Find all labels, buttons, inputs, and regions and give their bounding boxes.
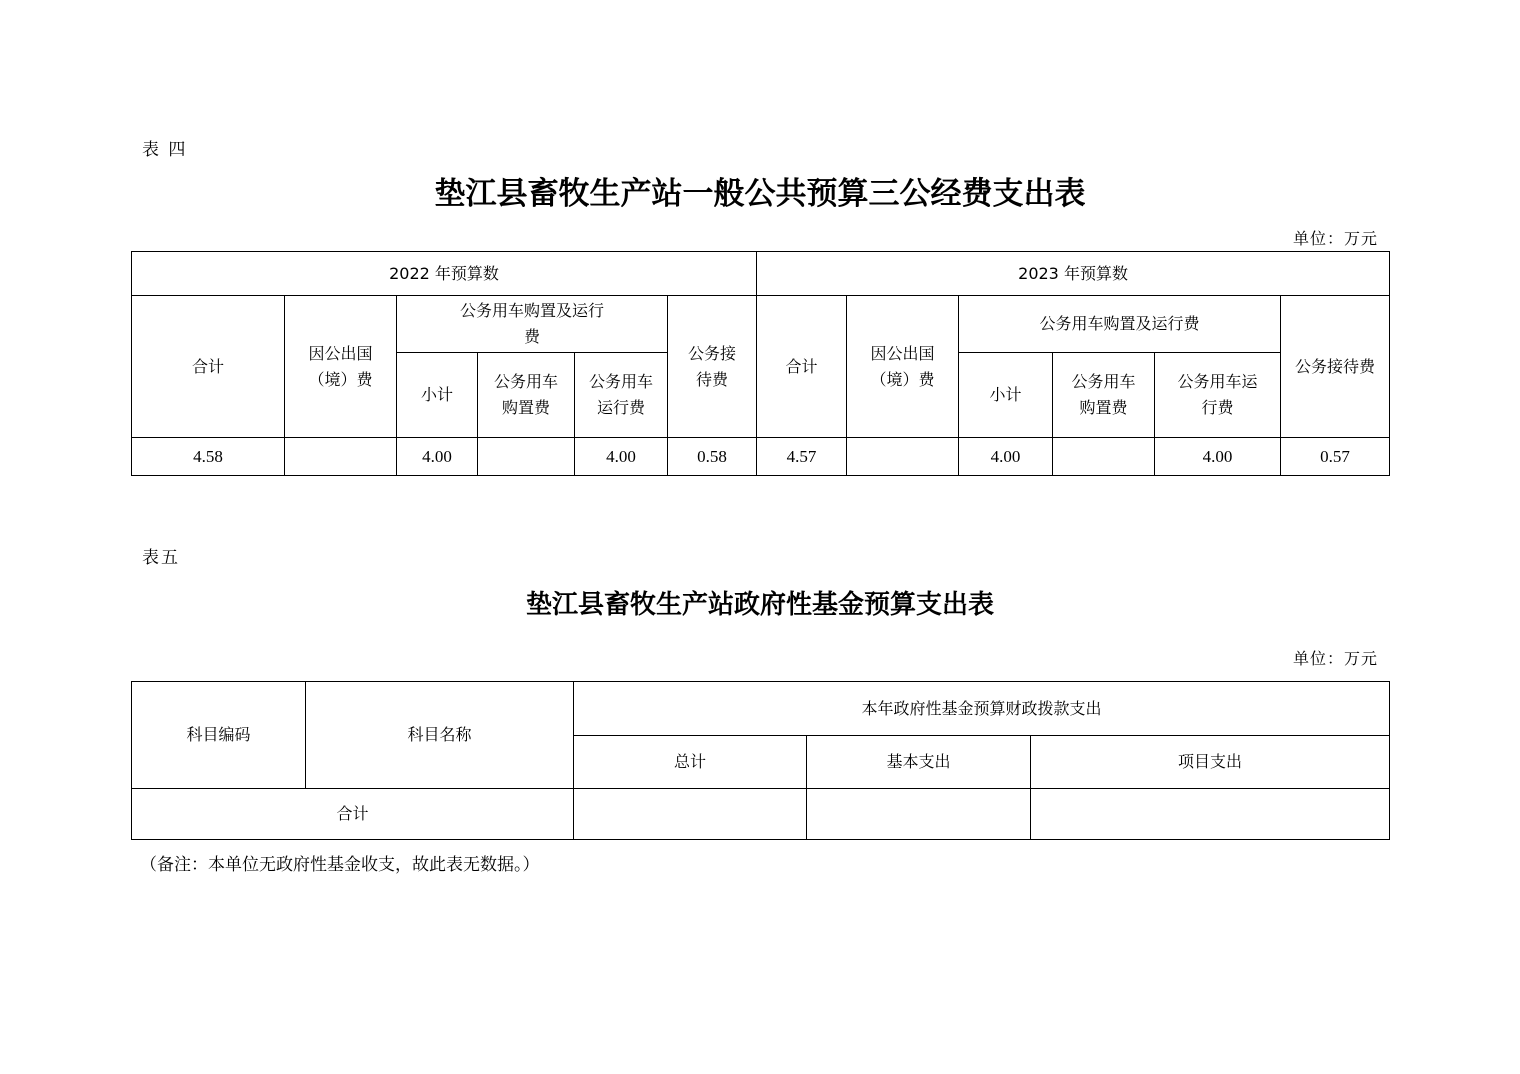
cell-basic: [807, 789, 1031, 840]
table4-unit: 单位：万元: [1292, 229, 1378, 248]
cell-total-2022: 4.58: [132, 438, 285, 476]
header-vehicle-2022: 公务用车购置及运行费: [397, 296, 668, 353]
header-abroad-2023: 因公出国（境）费: [847, 296, 959, 438]
cell-total-2023: 4.57: [757, 438, 847, 476]
cell-total-label: 合计: [132, 789, 574, 840]
header-basic: 基本支出: [807, 736, 1031, 789]
header-total-2023: 合计: [757, 296, 847, 438]
header-reception-2022: 公务接待费: [668, 296, 757, 438]
table-row: [132, 789, 1390, 840]
header-subject-code: 科目编码: [132, 682, 306, 789]
header-subtotal-2023: 小计: [959, 353, 1053, 438]
cell-running-2023: 4.00: [1155, 438, 1281, 476]
cell-project: [1031, 789, 1390, 840]
table5-unit: 单位：万元: [1292, 649, 1378, 668]
cell-reception-2023: 0.57: [1281, 438, 1390, 476]
header-running-2023: 公务用车运行费: [1155, 353, 1281, 438]
header-purchase-2023: 公务用车购置费: [1053, 353, 1155, 438]
header-project: 项目支出: [1031, 736, 1390, 789]
cell-purchase-2023: [1053, 438, 1155, 476]
cell-running-2022: 4.00: [575, 438, 668, 476]
header-year-2022: 2022 年预算数: [132, 252, 757, 296]
table5-title: 垫江县畜牧生产站政府性基金预算支出表: [525, 590, 994, 620]
table5-note: （备注：本单位无政府性基金收支，故此表无数据。）: [140, 855, 540, 875]
cell-abroad-2023: [847, 438, 959, 476]
header-abroad-2022: 因公出国（境）费: [285, 296, 397, 438]
header-year-2023: 2023 年预算数: [757, 252, 1390, 296]
cell-purchase-2022: [478, 438, 575, 476]
cell-reception-2022: 0.58: [668, 438, 757, 476]
table4-label: 表 四: [142, 140, 188, 160]
cell-subtotal-2023: 4.00: [959, 438, 1053, 476]
header-purchase-2022: 公务用车购置费: [478, 353, 575, 438]
header-subject-name: 科目名称: [306, 682, 574, 789]
header-reception-2023: 公务接待费: [1281, 296, 1390, 438]
header-sum: 总计: [574, 736, 807, 789]
table4-title: 垫江县畜牧生产站一般公共预算三公经费支出表: [434, 176, 1086, 212]
table4-grid: [131, 251, 1390, 476]
header-fund-expenditure: 本年政府性基金预算财政拨款支出: [574, 682, 1390, 736]
header-vehicle-2023: 公务用车购置及运行费: [959, 296, 1281, 353]
header-subtotal-2022: 小计: [397, 353, 478, 438]
cell-sum: [574, 789, 807, 840]
cell-subtotal-2022: 4.00: [397, 438, 478, 476]
header-running-2022: 公务用车运行费: [575, 353, 668, 438]
table5-label: 表五: [142, 548, 180, 568]
table-row: [132, 438, 1390, 476]
cell-abroad-2022: [285, 438, 397, 476]
header-total-2022: 合计: [132, 296, 285, 438]
table5-grid: [131, 681, 1390, 840]
